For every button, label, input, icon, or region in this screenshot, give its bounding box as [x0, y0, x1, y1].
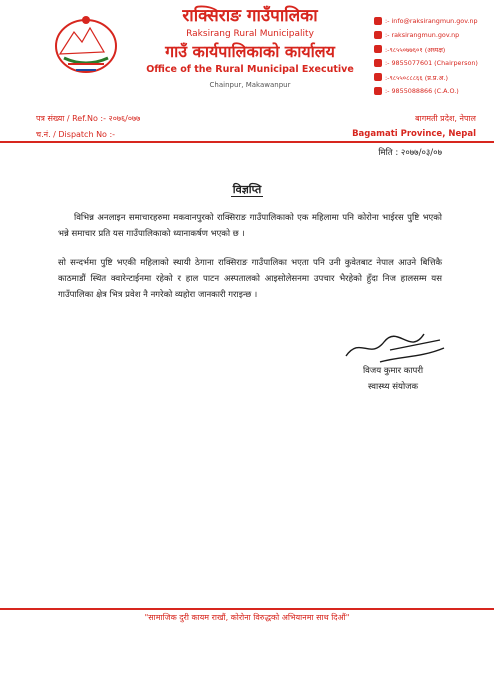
- signer-block: [338, 363, 448, 395]
- body-paragraph-1: विभिन्न अनलाइन समाचारहरुमा मकवानपुरको राक्सिराङ गाउँपालिकाको एक महिलामा पनि कोरोना भाईरस पुष्टि भएको भन्ने समाचार प्रति यस गाउँपालिकाको ध्यानाकर्षण भएको छ ।: [58, 213, 442, 239]
- office-name-english: Office of the Rural Municipal Executive: [146, 64, 354, 75]
- body-paragraph-2: सो सन्दर्भमा पुष्टि भएकी महिलाको स्थायी ठेगाना राक्सिराङ गाउँपालिका भएता पनि उनी कुवेतबाट नेपाल आउने बित्तिकै काठमाडौं स्थित क्वारेन्टाईनमा रहेको र हाल पाटन अस्पतालको आइसोलेसनमा उपचार भैरहेको हुँदा निज हालसम्म यस गाउँपालिका क्षेत्र भित्र प्रवेश नै नगरेको व्यहोरा जानकारी गराइन्छ ।: [58, 258, 442, 300]
- signer-title: स्वास्थ्य संयोजक: [368, 382, 418, 392]
- letter-date: मिति : २०७७/०३/०७: [378, 148, 442, 158]
- contact-website: :- raksirangmun.gov.np: [374, 28, 492, 42]
- contact-phone-cao-ne: :-९८५५०८८८६६ (प्र.प्र.अ.): [374, 70, 492, 84]
- handwritten-signature: [340, 326, 450, 366]
- contact-phone-cao-en: :- 9855088866 (C.A.O.): [374, 84, 492, 98]
- notice-title: विज्ञप्ति: [232, 183, 262, 196]
- phone-icon: [374, 87, 382, 95]
- phone-icon: [374, 73, 382, 81]
- nepal-emblem-logo: [46, 8, 126, 78]
- dispatch-number: च.नं. / Dispatch No :-: [36, 130, 116, 139]
- contact-email: :- info@raksirangmun.gov.np: [374, 14, 492, 28]
- phone-icon: [374, 59, 382, 67]
- footer-slogan: "सामाजिक दुरी कायम राखौं, कोरोना विरुद्धको अभियानमा साथ दिऔं": [144, 613, 350, 622]
- signer-name: विजय कुमार कापरी: [362, 366, 424, 376]
- email-icon: [374, 17, 382, 25]
- header-divider: [0, 141, 494, 143]
- province-nepali: बागमती प्रदेश, नेपाल: [415, 114, 476, 123]
- province-english: Bagamati Province, Nepal: [352, 129, 476, 139]
- org-name-nepali: राक्सिराङ गाउँपालिका: [182, 6, 318, 26]
- footer-divider: [0, 608, 494, 610]
- org-name-english: Raksirang Rural Municipality: [186, 29, 314, 39]
- contact-phone-chair-en: :- 9855077601 (Chairperson): [374, 56, 492, 70]
- ref-number: पत्र संख्या / Ref.No :- २०७६/०७७: [36, 114, 141, 123]
- contact-phone-chair-ne: :-९८५५०७७६०१ (अध्यक्ष): [374, 42, 492, 56]
- letterhead-title-block: [130, 6, 370, 90]
- office-name-nepali: गाउँ कार्यपालिकाको कार्यालय: [165, 42, 335, 61]
- web-icon: [374, 31, 382, 39]
- office-address: Chainpur, Makawanpur: [209, 81, 291, 89]
- phone-icon: [374, 45, 382, 53]
- contact-list: [374, 14, 492, 98]
